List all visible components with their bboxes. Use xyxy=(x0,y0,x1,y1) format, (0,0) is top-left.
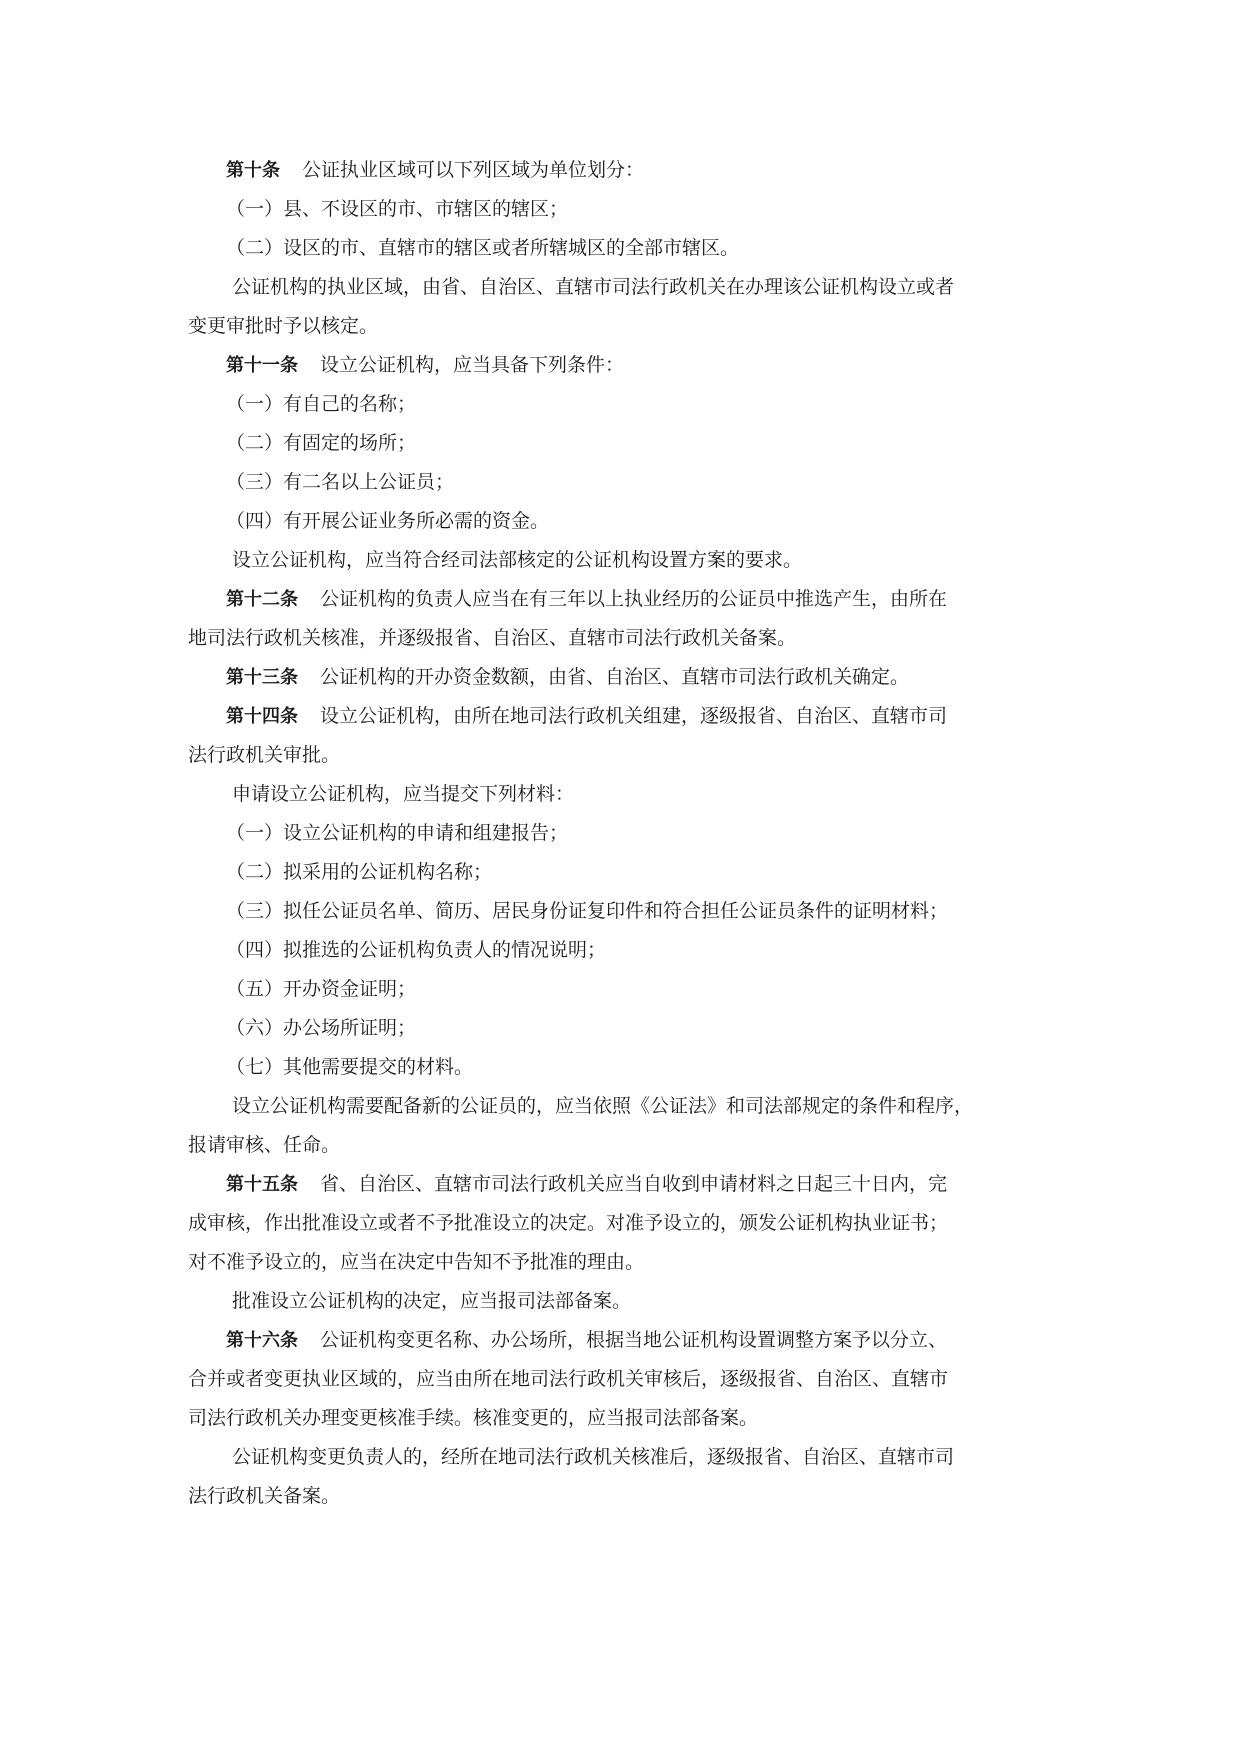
paragraph: 设立公证机构，应当符合经司法部核定的公证机构设置方案的要求。 xyxy=(232,549,803,571)
list-item: （三）拟任公证员名单、简历、居民身份证复印件和符合担任公证员条件的证明材料； xyxy=(226,900,949,922)
article-text: 公证执业区域可以下列区域为单位划分： xyxy=(302,159,645,181)
paragraph-line: 法行政机关审批。 xyxy=(188,744,341,766)
paragraph-line: 司法行政机关办理变更核准手续。核准变更的，应当报司法部备案。 xyxy=(188,1407,759,1429)
article-heading: 第十一条 xyxy=(226,355,298,376)
list-item: （五）开办资金证明； xyxy=(226,978,417,1000)
article-heading: 第十二条 xyxy=(226,589,298,610)
list-item: （一）设立公证机构的申请和组建报告； xyxy=(226,822,569,844)
article-text: 设立公证机构，应当具备下列条件： xyxy=(320,354,625,376)
article-heading: 第十四条 xyxy=(226,706,298,727)
article-text: 公证机构的负责人应当在有三年以上执业经历的公证员中推选产生，由所在 xyxy=(320,588,948,610)
paragraph-line: 公证机构变更负责人的，经所在地司法行政机关核准后，逐级报省、自治区、直辖市司 xyxy=(232,1446,955,1468)
list-item: （六）办公场所证明； xyxy=(226,1017,417,1039)
list-item: （二）设区的市、直辖市的辖区或者所辖城区的全部市辖区。 xyxy=(226,237,740,259)
list-item: （四）有开展公证业务所必需的资金。 xyxy=(226,510,550,532)
article-14 xyxy=(188,697,1060,736)
paragraph: 批准设立公证机构的决定，应当报司法部备案。 xyxy=(232,1290,632,1312)
list-item: （四）拟推选的公证机构负责人的情况说明； xyxy=(226,939,607,961)
paragraph-line: 地司法行政机关核准，并逐级报省、自治区、直辖市司法行政机关备案。 xyxy=(188,627,797,649)
paragraph-line: 报请审核、任命。 xyxy=(188,1134,341,1156)
article-heading: 第十三条 xyxy=(226,667,298,688)
article-text: 公证机构变更名称、办公场所，根据当地公证机构设置调整方案予以分立、 xyxy=(320,1329,948,1351)
paragraph-line: 对不准予设立的，应当在决定中告知不予批准的理由。 xyxy=(188,1251,645,1273)
article-heading: 第十五条 xyxy=(226,1174,298,1195)
article-13 xyxy=(188,658,1060,697)
document-body xyxy=(188,151,1060,1516)
article-heading: 第十条 xyxy=(226,160,280,181)
article-15 xyxy=(188,1165,1060,1204)
paragraph-line: 设立公证机构需要配备新的公证员的，应当依照《公证法》和司法部规定的条件和程序， xyxy=(232,1095,974,1117)
paragraph-line: 公证机构的执业区域，由省、自治区、直辖市司法行政机关在办理该公证机构设立或者 xyxy=(232,276,955,298)
article-10 xyxy=(188,151,1060,190)
article-text: 公证机构的开办资金数额，由省、自治区、直辖市司法行政机关确定。 xyxy=(320,666,910,688)
article-12 xyxy=(188,580,1060,619)
list-item: （一）县、不设区的市、市辖区的辖区； xyxy=(226,198,569,220)
list-item: （三）有二名以上公证员； xyxy=(226,471,455,493)
paragraph-line: 变更审批时予以核定。 xyxy=(188,315,379,337)
article-text: 设立公证机构，由所在地司法行政机关组建，逐级报省、自治区、直辖市司 xyxy=(320,705,948,727)
paragraph-line: 法行政机关备案。 xyxy=(188,1485,341,1507)
paragraph-line: 合并或者变更执业区域的，应当由所在地司法行政机关审核后，逐级报省、自治区、直辖市 xyxy=(188,1368,949,1390)
paragraph: 申请设立公证机构，应当提交下列材料： xyxy=(232,783,575,805)
article-text: 省、自治区、直辖市司法行政机关应当自收到申请材料之日起三十日内，完 xyxy=(320,1173,948,1195)
list-item: （二）拟采用的公证机构名称； xyxy=(226,861,493,883)
article-11 xyxy=(188,346,1060,385)
list-item: （二）有固定的场所； xyxy=(226,432,417,454)
article-heading: 第十六条 xyxy=(226,1330,298,1351)
list-item: （七）其他需要提交的材料。 xyxy=(226,1056,474,1078)
list-item: （一）有自己的名称； xyxy=(226,393,417,415)
article-16 xyxy=(188,1321,1060,1360)
paragraph-line: 成审核，作出批准设立或者不予批准设立的决定。对准予设立的，颁发公证机构执业证书； xyxy=(188,1212,949,1234)
